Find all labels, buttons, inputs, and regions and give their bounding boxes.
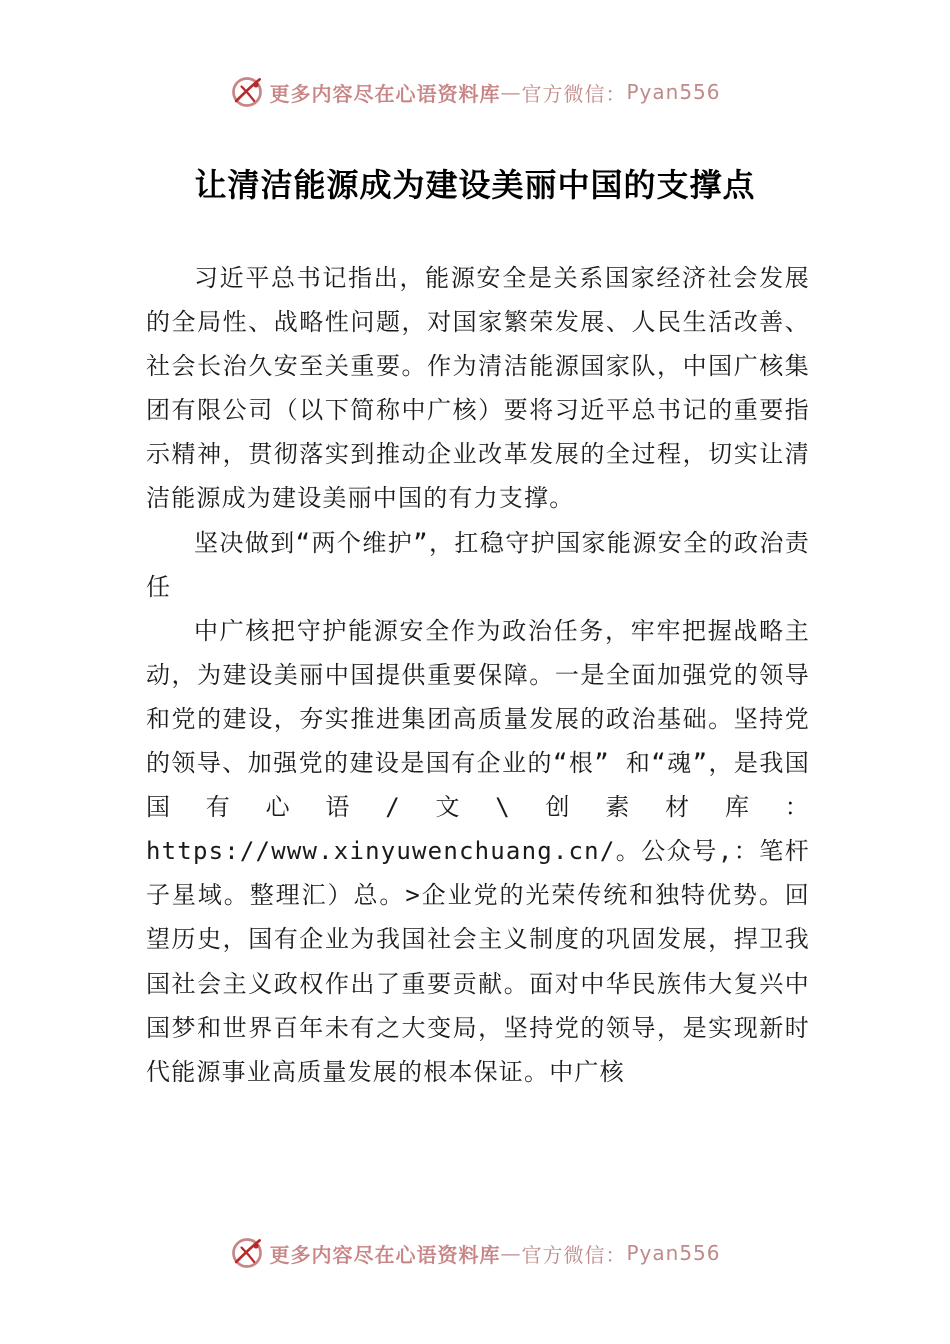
brand-logo-icon [229,1235,265,1271]
paragraph-3: 中广核把守护能源安全作为政治任务，牢牢把握战略主动，为建设美丽中国提供重要保障。一是全面加强党的领导和党的建设，夯实推进集团高质量发展的政治基础。坚持党的领导、加强党的建设是国有企业的“根” 和“魂”，是我国国有心语/文\创素材库：https://www.xinyuwenchuang.cn/。公众号,：笔杆子星域。整理汇）总。>企业党的光荣传统和独特优势。回望历史，国有企业为我国社会主义制度的巩固发展，捍卫我国社会主义政权作出了重要贡献。面对中华民族伟大复兴中国梦和世界百年未有之大变局，坚持党的领导，是实现新时代能源事业高质量发展的根本保证。中广核 [146,616,810,1086]
header-dash: — [500,80,522,104]
header-wechat-label: 官方微信： [521,81,627,106]
paragraph-2-heading: 坚决做到“两个维护”，扛稳守护国家能源安全的政治责任 [146,528,810,601]
header-watermark-banner [0,72,950,112]
footer-dash: — [500,1241,522,1265]
header-brand-text: 更多内容尽在心语资料库 [269,81,501,106]
footer-brand-text: 更多内容尽在心语资料库 [269,1242,501,1267]
document-body [146,256,810,1094]
header-wechat-id: Pyan556 [626,80,721,104]
footer-watermark-banner [0,1233,950,1273]
footer-wechat-id: Pyan556 [626,1241,721,1265]
footer-wechat-label: 官方微信： [521,1242,627,1267]
brand-logo-icon [229,74,265,110]
paragraph-1: 习近平总书记指出，能源安全是关系国家经济社会发展的全局性、战略性问题，对国家繁荣发展、人民生活改善、社会长治久安至关重要。作为清洁能源国家队，中国广核集团有限公司（以下简称中广核）要将习近平总书记的重要指示精神，贯彻落实到推动企业改革发展的全过程，切实让清洁能源成为建设美丽中国的有力支撑。 [146,264,810,513]
page-title: 让清洁能源成为建设美丽中国的支撑点 [194,166,756,204]
